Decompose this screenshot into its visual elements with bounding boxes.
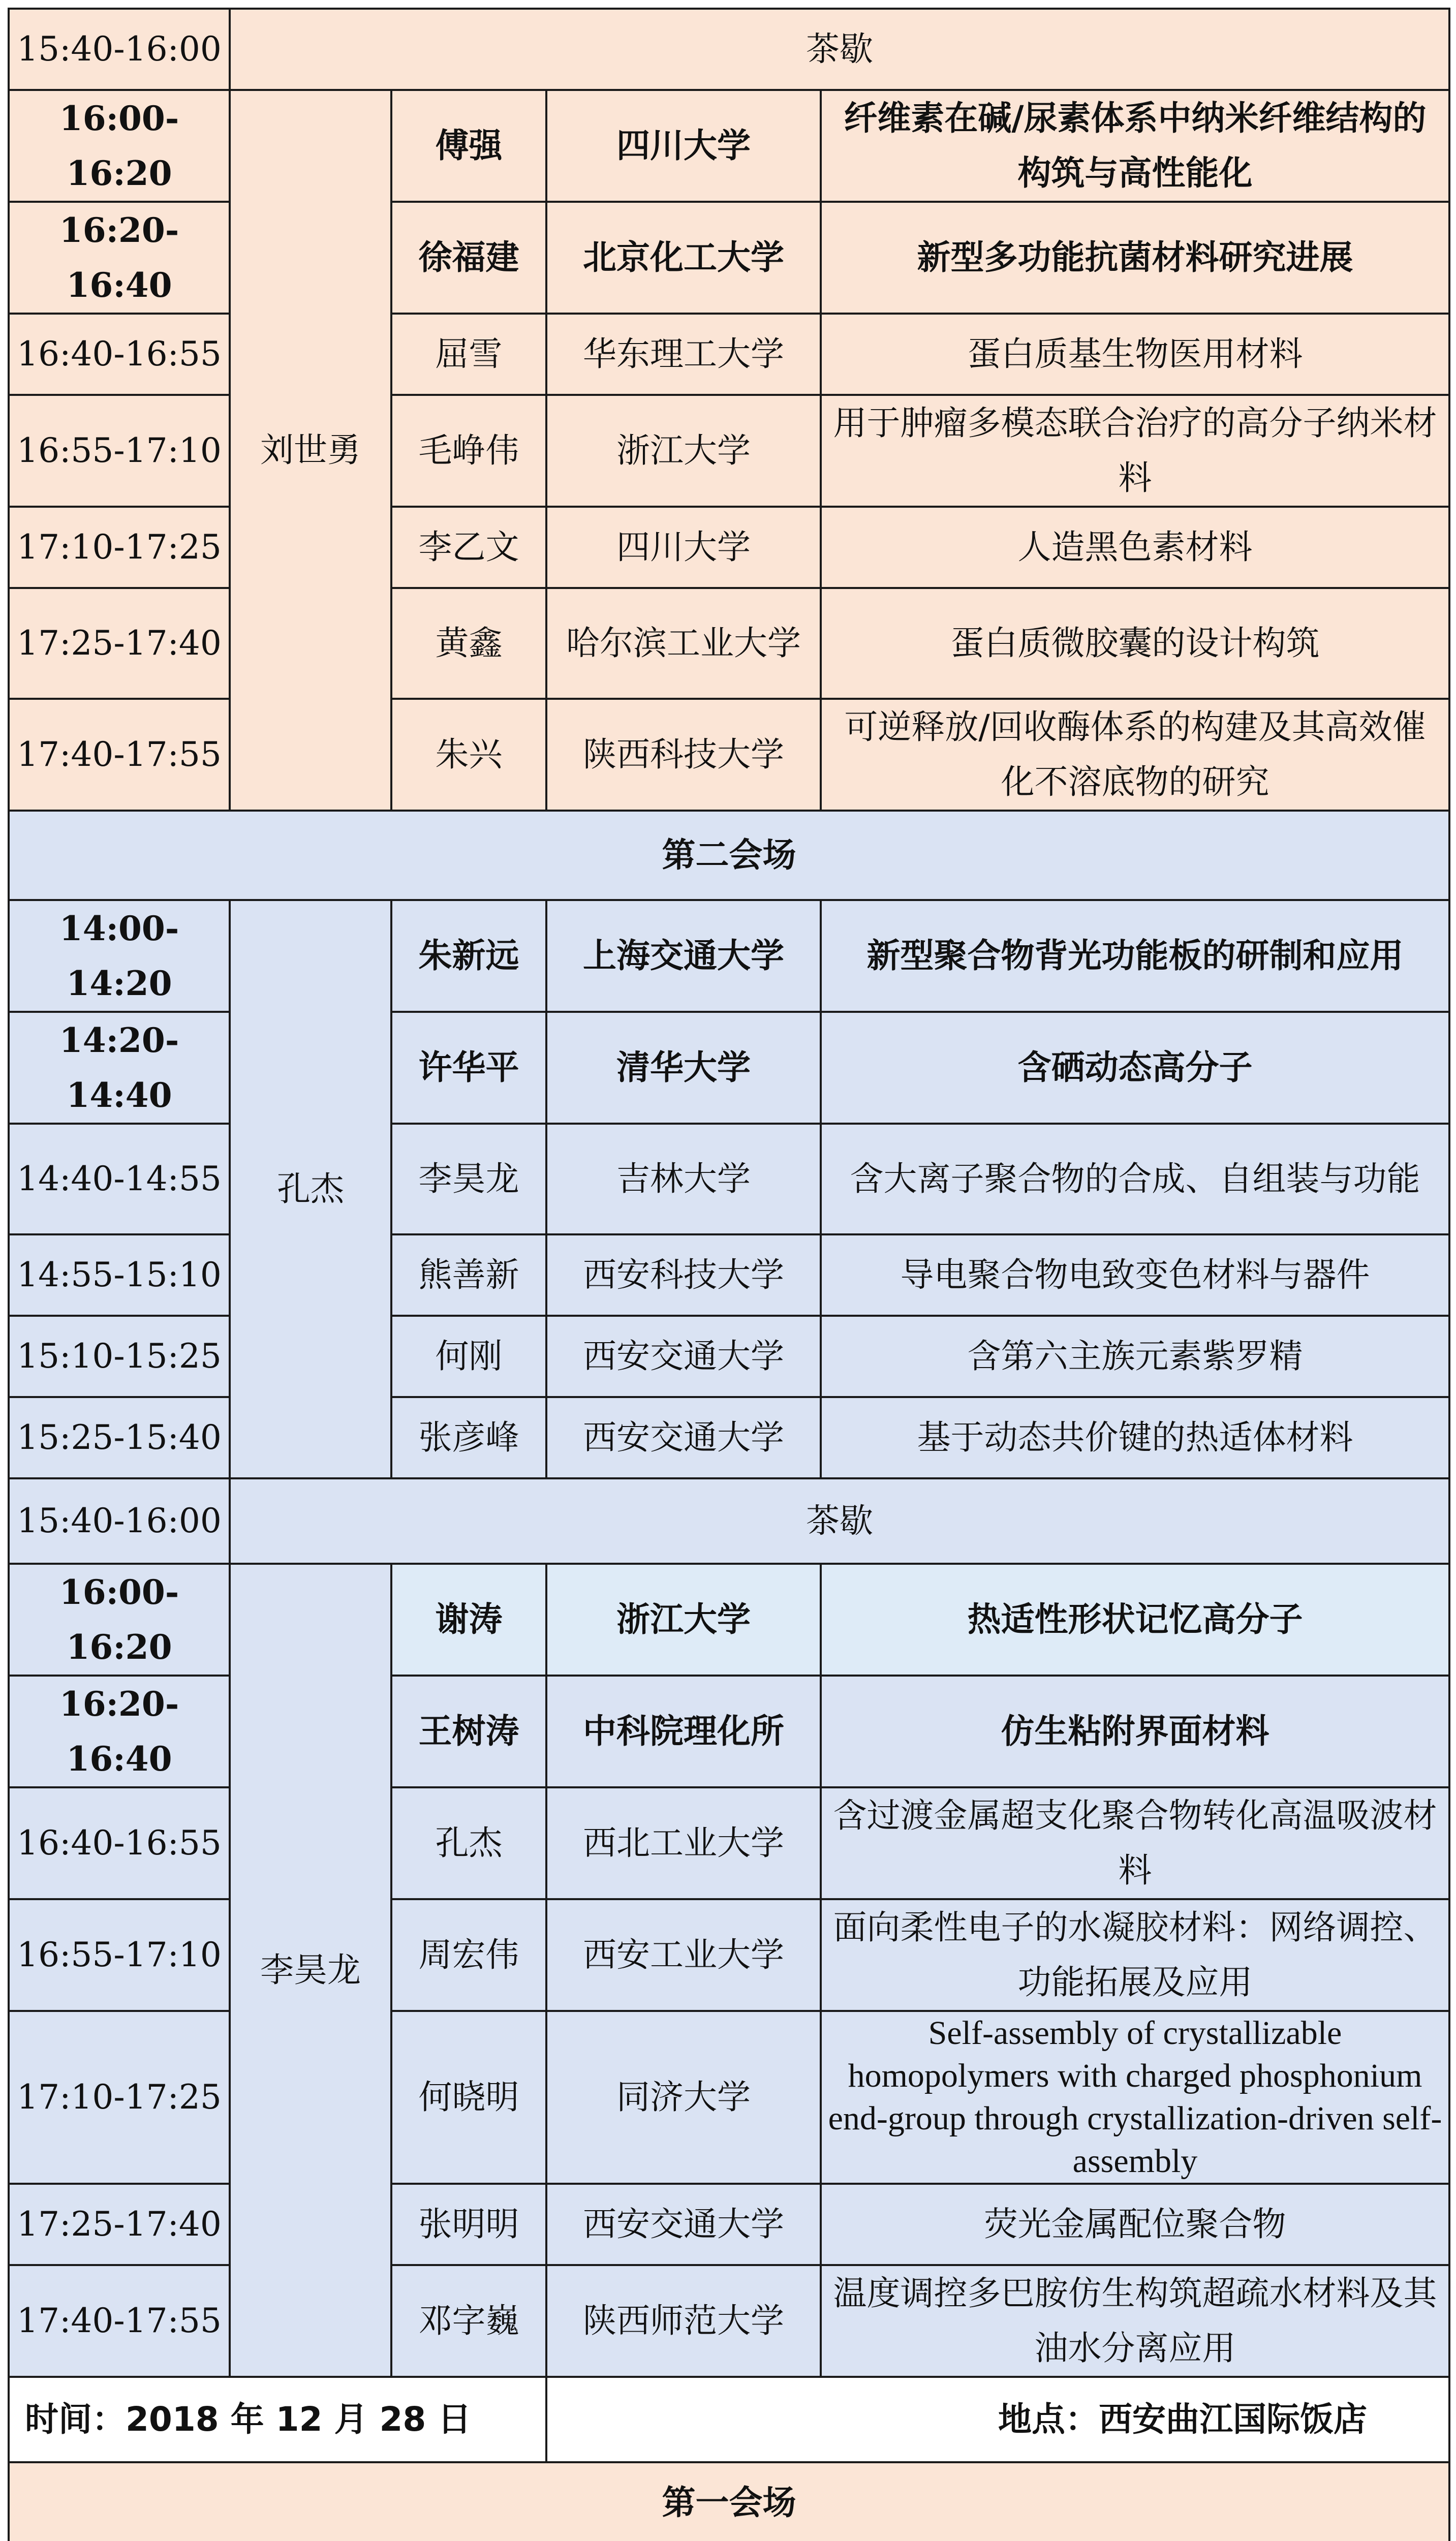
time-cell: 16:55-17:10 [9, 1899, 230, 2011]
talk-row [9, 1316, 1449, 1397]
time-cell: 16:55-17:10 [9, 395, 230, 507]
session-header-row [9, 811, 1449, 900]
speaker-cell: 朱新远 [391, 900, 546, 1012]
affiliation-cell: 西北工业大学 [546, 1787, 821, 1899]
schedule-sheet [8, 8, 1448, 2541]
time-cell: 16:40-16:55 [9, 1787, 230, 1899]
talk-row [9, 1234, 1449, 1316]
affiliation-cell: 中科院理化所 [546, 1676, 821, 1787]
time-cell: 14:00-14:20 [9, 900, 230, 1012]
talk-row [9, 1899, 1449, 2011]
speaker-cell: 李昊龙 [391, 1124, 546, 1234]
time-cell: 17:10-17:25 [9, 2011, 230, 2184]
break-label: 茶歇 [230, 1478, 1449, 1564]
title-cell: 面向柔性电子的水凝胶材料：网络调控、功能拓展及应用 [821, 1899, 1449, 2011]
chair-cell: 孔杰 [230, 900, 391, 1478]
speaker-cell: 朱兴 [391, 699, 546, 811]
time-cell: 17:25-17:40 [9, 2184, 230, 2265]
affiliation-cell: 西安科技大学 [546, 1234, 821, 1316]
talk-row [9, 2011, 1449, 2184]
talk-row [9, 202, 1449, 314]
time-cell: 15:40-16:00 [9, 9, 230, 90]
session-header-row [9, 2462, 1449, 2541]
title-cell: 蛋白质微胶囊的设计构筑 [821, 588, 1449, 699]
chair-cell: 李昊龙 [230, 1564, 391, 2377]
title-cell: 荧光金属配位聚合物 [821, 2184, 1449, 2265]
time-cell: 16:40-16:55 [9, 314, 230, 395]
time-cell: 14:20-14:40 [9, 1012, 230, 1124]
time-cell: 14:40-14:55 [9, 1124, 230, 1234]
title-cell: Self-assembly of crystallizable homopolymers with charged phosphonium end-group through crystallization-driven self-assembly [821, 2011, 1449, 2184]
title-cell: 可逆释放/回收酶体系的构建及其高效催化不溶底物的研究 [821, 699, 1449, 811]
affiliation-cell: 清华大学 [546, 1012, 821, 1124]
talk-row [9, 2184, 1449, 2265]
title-cell: 蛋白质基生物医用材料 [821, 314, 1449, 395]
talk-row [9, 1124, 1449, 1234]
title-cell: 人造黑色素材料 [821, 507, 1449, 588]
time-cell: 17:10-17:25 [9, 507, 230, 588]
affiliation-cell: 浙江大学 [546, 1564, 821, 1676]
speaker-cell: 周宏伟 [391, 1899, 546, 2011]
speaker-cell: 傅强 [391, 90, 546, 202]
talk-row [9, 1397, 1449, 1478]
time-cell: 16:20-16:40 [9, 1676, 230, 1787]
title-cell: 仿生粘附界面材料 [821, 1676, 1449, 1787]
affiliation-cell: 四川大学 [546, 90, 821, 202]
speaker-cell: 黄鑫 [391, 588, 546, 699]
affiliation-cell: 同济大学 [546, 2011, 821, 2184]
speaker-cell: 谢涛 [391, 1564, 546, 1676]
date-text: 时间：2018 年 12 月 28 日 [9, 2377, 546, 2462]
speaker-cell: 李乙文 [391, 507, 546, 588]
time-cell: 15:40-16:00 [9, 1478, 230, 1564]
title-cell: 纤维素在碱/尿素体系中纳米纤维结构的构筑与高性能化 [821, 90, 1449, 202]
time-cell: 17:40-17:55 [9, 2265, 230, 2377]
time-cell: 17:25-17:40 [9, 588, 230, 699]
affiliation-cell: 西安交通大学 [546, 1397, 821, 1478]
talk-row [9, 1787, 1449, 1899]
speaker-cell: 屈雪 [391, 314, 546, 395]
affiliation-cell: 西安交通大学 [546, 1316, 821, 1397]
speaker-cell: 许华平 [391, 1012, 546, 1124]
affiliation-cell: 浙江大学 [546, 395, 821, 507]
talk-row [9, 900, 1449, 1012]
title-cell: 含过渡金属超支化聚合物转化高温吸波材料 [821, 1787, 1449, 1899]
title-cell: 基于动态共价键的热适体材料 [821, 1397, 1449, 1478]
speaker-cell: 王树涛 [391, 1676, 546, 1787]
time-cell: 16:00-16:20 [9, 1564, 230, 1676]
speaker-cell: 徐福建 [391, 202, 546, 314]
speaker-cell: 毛峥伟 [391, 395, 546, 507]
affiliation-cell: 陕西科技大学 [546, 699, 821, 811]
break-row [9, 1478, 1449, 1564]
affiliation-cell: 西安交通大学 [546, 2184, 821, 2265]
affiliation-cell: 哈尔滨工业大学 [546, 588, 821, 699]
session-header: 第一会场 [9, 2462, 1449, 2541]
title-cell: 含大离子聚合物的合成、自组装与功能 [821, 1124, 1449, 1234]
time-cell: 14:55-15:10 [9, 1234, 230, 1316]
time-cell: 16:20-16:40 [9, 202, 230, 314]
speaker-cell: 何晓明 [391, 2011, 546, 2184]
talk-row [9, 395, 1449, 507]
time-cell: 15:10-15:25 [9, 1316, 230, 1397]
break-label: 茶歇 [230, 9, 1449, 90]
break-row [9, 9, 1449, 90]
title-cell: 新型聚合物背光功能板的研制和应用 [821, 900, 1449, 1012]
info-bar-row [9, 2377, 1449, 2462]
time-cell: 16:00-16:20 [9, 90, 230, 202]
speaker-cell: 邓字巍 [391, 2265, 546, 2377]
title-cell: 热适性形状记忆高分子 [821, 1564, 1449, 1676]
title-cell: 导电聚合物电致变色材料与器件 [821, 1234, 1449, 1316]
talk-row [9, 90, 1449, 202]
time-cell: 15:25-15:40 [9, 1397, 230, 1478]
title-cell: 含硒动态高分子 [821, 1012, 1449, 1124]
affiliation-cell: 四川大学 [546, 507, 821, 588]
affiliation-cell: 西安工业大学 [546, 1899, 821, 2011]
speaker-cell: 张彦峰 [391, 1397, 546, 1478]
talk-row [9, 2265, 1449, 2377]
speaker-cell: 何刚 [391, 1316, 546, 1397]
title-cell: 用于肿瘤多模态联合治疗的高分子纳米材料 [821, 395, 1449, 507]
talk-row [9, 1012, 1449, 1124]
chair-cell: 刘世勇 [230, 90, 391, 811]
affiliation-cell: 吉林大学 [546, 1124, 821, 1234]
talk-row [9, 507, 1449, 588]
affiliation-cell: 上海交通大学 [546, 900, 821, 1012]
talk-row [9, 314, 1449, 395]
time-cell: 17:40-17:55 [9, 699, 230, 811]
title-cell: 新型多功能抗菌材料研究进展 [821, 202, 1449, 314]
session-header: 第二会场 [9, 811, 1449, 900]
speaker-cell: 孔杰 [391, 1787, 546, 1899]
schedule-table [8, 8, 1450, 2541]
speaker-cell: 熊善新 [391, 1234, 546, 1316]
affiliation-cell: 北京化工大学 [546, 202, 821, 314]
talk-row [9, 1564, 1449, 1676]
affiliation-cell: 华东理工大学 [546, 314, 821, 395]
title-cell: 温度调控多巴胺仿生构筑超疏水材料及其油水分离应用 [821, 2265, 1449, 2377]
speaker-cell: 张明明 [391, 2184, 546, 2265]
venue-text: 地点：西安曲江国际饭店 [546, 2377, 1449, 2462]
title-cell: 含第六主族元素紫罗精 [821, 1316, 1449, 1397]
talk-row [9, 699, 1449, 811]
talk-row [9, 1676, 1449, 1787]
affiliation-cell: 陕西师范大学 [546, 2265, 821, 2377]
talk-row [9, 588, 1449, 699]
